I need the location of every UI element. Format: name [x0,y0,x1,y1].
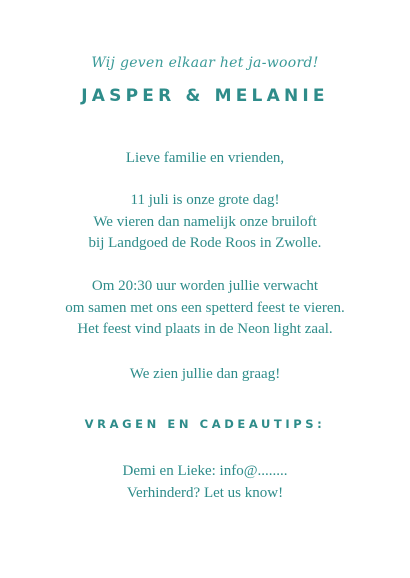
greeting-block [0,148,410,170]
contact-line: Demi en Lieke: info@........ [122,463,288,479]
closing-block [0,364,410,386]
tagline: Wij geven elkaar het ja-woord! [91,55,319,71]
contact-line: Verhinderd? Let us know! [126,484,284,501]
contact-block [0,461,410,504]
paragraph-line: We vieren dan namelijk onze bruiloft [93,213,317,230]
paragraph-time-venue [0,276,410,341]
paragraph-line: Het feest vind plaats in de Neon light zaal. [77,321,333,337]
closing: We zien jullie dan graag! [129,366,281,382]
paragraph-line: om samen met ons een spetterd feest te vieren. [65,299,345,316]
section-heading-questions: VRAGEN EN CADEAUTIPS: [84,417,326,431]
paragraph-line: bij Landgoed de Rode Roos in Zwolle. [88,235,322,251]
couple-names: JASPER & MELANIE [81,86,329,106]
paragraph-line: Om 20:30 uur worden jullie verwacht [91,278,319,294]
paragraph-line: 11 juli is onze grote dag! [130,192,280,208]
greeting: Lieve familie en vrienden, [125,150,285,166]
paragraph-date-location [0,190,410,255]
